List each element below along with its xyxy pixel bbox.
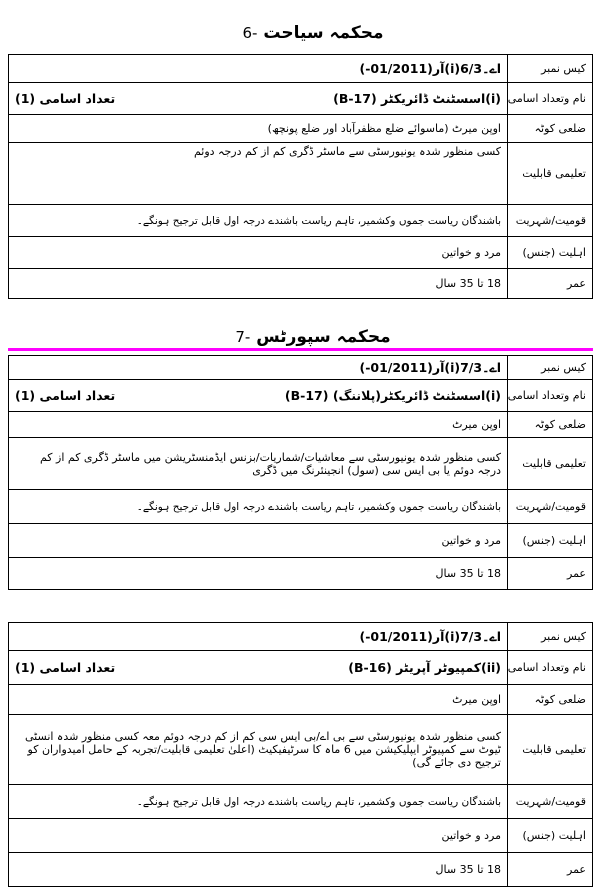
post-cell bbox=[9, 83, 508, 115]
post-value: (i)اسسٹنٹ ڈائریکٹر(پلاننگ) (B-17) bbox=[284, 388, 501, 403]
section-7-table-2 bbox=[8, 622, 593, 887]
table-row bbox=[9, 785, 593, 819]
section-number: -7 bbox=[235, 328, 251, 346]
table-row bbox=[9, 380, 593, 412]
quota-label: ضلعی کوٹہ bbox=[508, 115, 593, 143]
case-label: کیس نمبر bbox=[508, 356, 593, 380]
table-row bbox=[9, 490, 593, 524]
case-value: اے۔7/3(i)آر(01/2011-) bbox=[9, 623, 508, 651]
nationality-label: قومیت/شہریت bbox=[508, 490, 593, 524]
case-value: اے۔7/3(i)آر(01/2011-) bbox=[9, 356, 508, 380]
age-value: 18 تا 35 سال bbox=[9, 558, 508, 590]
table-row bbox=[9, 143, 593, 205]
table-row bbox=[9, 558, 593, 590]
table-row bbox=[9, 623, 593, 651]
age-label: عمر bbox=[508, 558, 593, 590]
quota-value: اوپن میرٹ (ماسوائے ضلع مظفرآباد اور ضلع پونچھ) bbox=[9, 115, 508, 143]
table-row bbox=[9, 55, 593, 83]
table-row bbox=[9, 819, 593, 853]
magenta-divider bbox=[8, 348, 593, 351]
age-label: عمر bbox=[508, 853, 593, 887]
age-value: 18 تا 35 سال bbox=[9, 269, 508, 299]
post-cell bbox=[9, 651, 508, 685]
gender-value: مرد و خواتین bbox=[9, 524, 508, 558]
gender-value: مرد و خواتین bbox=[9, 819, 508, 853]
post-label: نام وتعداد اسامی bbox=[508, 83, 593, 115]
edu-label: تعلیمی قابلیت bbox=[508, 143, 593, 205]
quota-label: ضلعی کوٹہ bbox=[508, 412, 593, 438]
quota-value: اوپن میرٹ bbox=[9, 685, 508, 715]
table-row bbox=[9, 651, 593, 685]
quota-label: ضلعی کوٹہ bbox=[508, 685, 593, 715]
nationality-value: باشندگان ریاست جموں وکشمیر، تاہم ریاست باشندے درجہ اول قابل ترجیح ہونگے۔ bbox=[9, 490, 508, 524]
gender-label: اہلیت (جنس) bbox=[508, 237, 593, 269]
section-6-title bbox=[0, 22, 600, 43]
post-value: (i)اسسٹنٹ ڈائریکٹر (B-17) bbox=[333, 91, 501, 106]
nationality-value: باشندگان ریاست جموں وکشمیر، تاہم ریاست باشندے درجہ اول قابل ترجیح ہونگے۔ bbox=[9, 205, 508, 237]
section-title-text: محکمہ سپورٹس bbox=[256, 327, 391, 347]
section-6-table bbox=[8, 54, 593, 299]
post-label: نام وتعداد اسامی bbox=[508, 651, 593, 685]
edu-value: کسی منظور شدہ یونیورسٹی سے ماسٹر ڈگری کم از کم درجہ دوئم bbox=[9, 143, 508, 205]
post-count: تعداد اسامی (1) bbox=[15, 660, 116, 675]
nationality-label: قومیت/شہریت bbox=[508, 205, 593, 237]
table-row bbox=[9, 205, 593, 237]
nationality-value: باشندگان ریاست جموں وکشمیر، تاہم ریاست باشندے درجہ اول قابل ترجیح ہونگے۔ bbox=[9, 785, 508, 819]
table-row bbox=[9, 115, 593, 143]
case-value: اے۔6/3(i)آر(01/2011-) bbox=[9, 55, 508, 83]
edu-value: کسی منظور شدہ یونیورسٹی سے بی اے/بی ایس سی کم از کم درجہ دوئم معہ کسی منظور شدہ انسٹی ٹیوٹ سے کمپیوٹر ایپلیکیشن میں 6 ماہ کا سرٹیفیکیٹ (اعلیٰ تعلیمی قابلیت/تجربہ کے حامل امیدواران کو ترجیح دی جائے گی) bbox=[9, 715, 508, 785]
table-row bbox=[9, 715, 593, 785]
table-row bbox=[9, 685, 593, 715]
quota-value: اوپن میرٹ bbox=[9, 412, 508, 438]
table-row bbox=[9, 269, 593, 299]
edu-label: تعلیمی قابلیت bbox=[508, 438, 593, 490]
post-label: نام وتعداد اسامی bbox=[508, 380, 593, 412]
gender-label: اہلیت (جنس) bbox=[508, 819, 593, 853]
gender-value: مرد و خواتین bbox=[9, 237, 508, 269]
table-row bbox=[9, 853, 593, 887]
post-count: تعداد اسامی (1) bbox=[15, 388, 116, 403]
age-value: 18 تا 35 سال bbox=[9, 853, 508, 887]
table-row bbox=[9, 524, 593, 558]
section-title-text: محکمہ سیاحت bbox=[263, 23, 384, 43]
section-number: -6 bbox=[242, 24, 258, 42]
table-row bbox=[9, 356, 593, 380]
section-7-title bbox=[0, 326, 600, 347]
post-cell bbox=[9, 380, 508, 412]
table-row bbox=[9, 438, 593, 490]
case-label: کیس نمبر bbox=[508, 55, 593, 83]
table-row bbox=[9, 412, 593, 438]
post-count: تعداد اسامی (1) bbox=[15, 91, 116, 106]
gender-label: اہلیت (جنس) bbox=[508, 524, 593, 558]
post-value: (ii)کمپیوٹر آپریٹر (B-16) bbox=[348, 660, 501, 675]
nationality-label: قومیت/شہریت bbox=[508, 785, 593, 819]
section-7-table-1 bbox=[8, 355, 593, 590]
case-label: کیس نمبر bbox=[508, 623, 593, 651]
table-row bbox=[9, 83, 593, 115]
age-label: عمر bbox=[508, 269, 593, 299]
table-row bbox=[9, 237, 593, 269]
edu-value: کسی منظور شدہ یونیورسٹی سے معاشیات/شماریات/بزنس ایڈمنسٹریشن میں ماسٹر ڈگری کم از کم درجہ دوئم یا بی ایس سی (سول) انجینئرنگ میں ڈگری bbox=[9, 438, 508, 490]
edu-label: تعلیمی قابلیت bbox=[508, 715, 593, 785]
